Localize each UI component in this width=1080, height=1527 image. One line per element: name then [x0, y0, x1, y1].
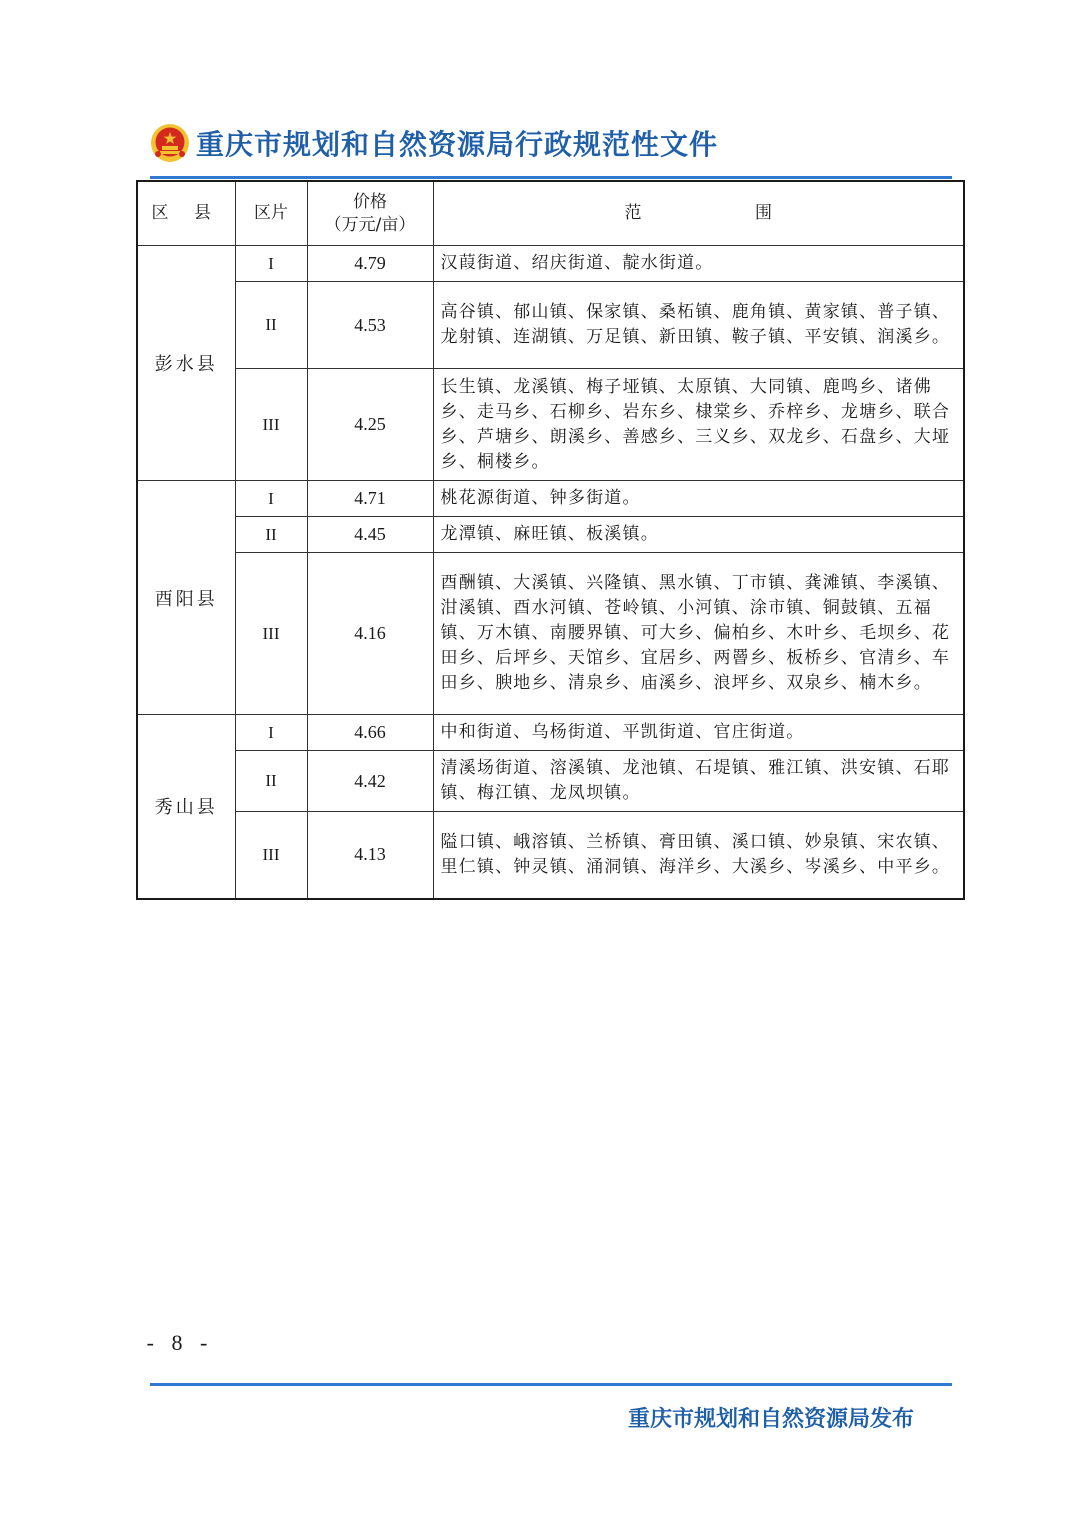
price-cell: 4.79 — [307, 246, 433, 282]
table-row — [137, 751, 964, 812]
page-number: - 8 - — [146, 1330, 214, 1355]
scope-cell: 汉葭街道、绍庆街道、靛水街道。 — [433, 246, 964, 282]
table-row — [137, 246, 964, 282]
header-zone: 区片 — [235, 181, 307, 246]
zone-cell: III — [235, 369, 307, 481]
table-row — [137, 812, 964, 899]
county-cell: 秀山县 — [137, 715, 235, 899]
header-county: 区 县 — [137, 181, 235, 246]
zone-cell: I — [235, 246, 307, 282]
table-row — [137, 481, 964, 517]
zone-cell: III — [235, 812, 307, 899]
header-range: 范 围 — [433, 181, 964, 246]
scope-cell: 龙潭镇、麻旺镇、板溪镇。 — [433, 517, 964, 553]
scope-cell: 酉酬镇、大溪镇、兴隆镇、黑水镇、丁市镇、龚滩镇、李溪镇、泔溪镇、酉水河镇、苍岭镇、小河镇、涂市镇、铜鼓镇、五福镇、万木镇、南腰界镇、可大乡、偏柏乡、木叶乡、毛坝乡、花田乡、后坪乡、天馆乡、宜居乡、两罾乡、板桥乡、官清乡、车田乡、腴地乡、清泉乡、庙溪乡、浪坪乡、双泉乡、楠木乡。 — [433, 553, 964, 715]
header-price-line2: （万元/亩） — [324, 214, 416, 235]
header-price — [307, 181, 433, 246]
price-cell: 4.45 — [307, 517, 433, 553]
scope-cell: 高谷镇、郁山镇、保家镇、桑柘镇、鹿角镇、黄家镇、普子镇、龙射镇、连湖镇、万足镇、新田镇、鞍子镇、平安镇、润溪乡。 — [433, 282, 964, 369]
table-row — [137, 715, 964, 751]
scope-cell: 长生镇、龙溪镇、梅子垭镇、太原镇、大同镇、鹿鸣乡、诸佛乡、走马乡、石柳乡、岩东乡、棣棠乡、乔梓乡、龙塘乡、联合乡、芦塘乡、朗溪乡、善感乡、三义乡、双龙乡、石盘乡、大垭乡、桐楼乡。 — [433, 369, 964, 481]
price-cell: 4.66 — [307, 715, 433, 751]
table-row — [137, 553, 964, 715]
county-cell: 酉阳县 — [137, 481, 235, 715]
price-cell: 4.13 — [307, 812, 433, 899]
zone-cell: III — [235, 553, 307, 715]
scope-cell: 隘口镇、峨溶镇、兰桥镇、膏田镇、溪口镇、妙泉镇、宋农镇、里仁镇、钟灵镇、涌洞镇、海洋乡、大溪乡、岑溪乡、中平乡。 — [433, 812, 964, 899]
table-header-row — [137, 181, 964, 246]
document-header — [150, 118, 718, 168]
land-price-table — [136, 180, 965, 900]
footer-publisher: 重庆市规划和自然资源局发布 — [627, 1407, 914, 1432]
table-row — [137, 517, 964, 553]
footer-divider — [150, 1383, 952, 1386]
scope-cell: 桃花源街道、钟多街道。 — [433, 481, 964, 517]
national-emblem-icon — [150, 123, 190, 163]
price-cell: 4.42 — [307, 751, 433, 812]
zone-cell: I — [235, 481, 307, 517]
county-cell: 彭水县 — [137, 246, 235, 481]
price-cell: 4.53 — [307, 282, 433, 369]
document-title: 重庆市规划和自然资源局行政规范性文件 — [196, 128, 719, 161]
header-divider — [150, 176, 952, 179]
price-cell: 4.71 — [307, 481, 433, 517]
scope-cell: 清溪场街道、溶溪镇、龙池镇、石堤镇、雅江镇、洪安镇、石耶镇、梅江镇、龙凤坝镇。 — [433, 751, 964, 812]
price-cell: 4.16 — [307, 553, 433, 715]
price-cell: 4.25 — [307, 369, 433, 481]
zone-cell: II — [235, 517, 307, 553]
scope-cell: 中和街道、乌杨街道、平凯街道、官庄街道。 — [433, 715, 964, 751]
table-row — [137, 369, 964, 481]
zone-cell: I — [235, 715, 307, 751]
header-price-line1: 价格 — [353, 191, 387, 212]
zone-cell: II — [235, 751, 307, 812]
zone-cell: II — [235, 282, 307, 369]
table-row — [137, 282, 964, 369]
